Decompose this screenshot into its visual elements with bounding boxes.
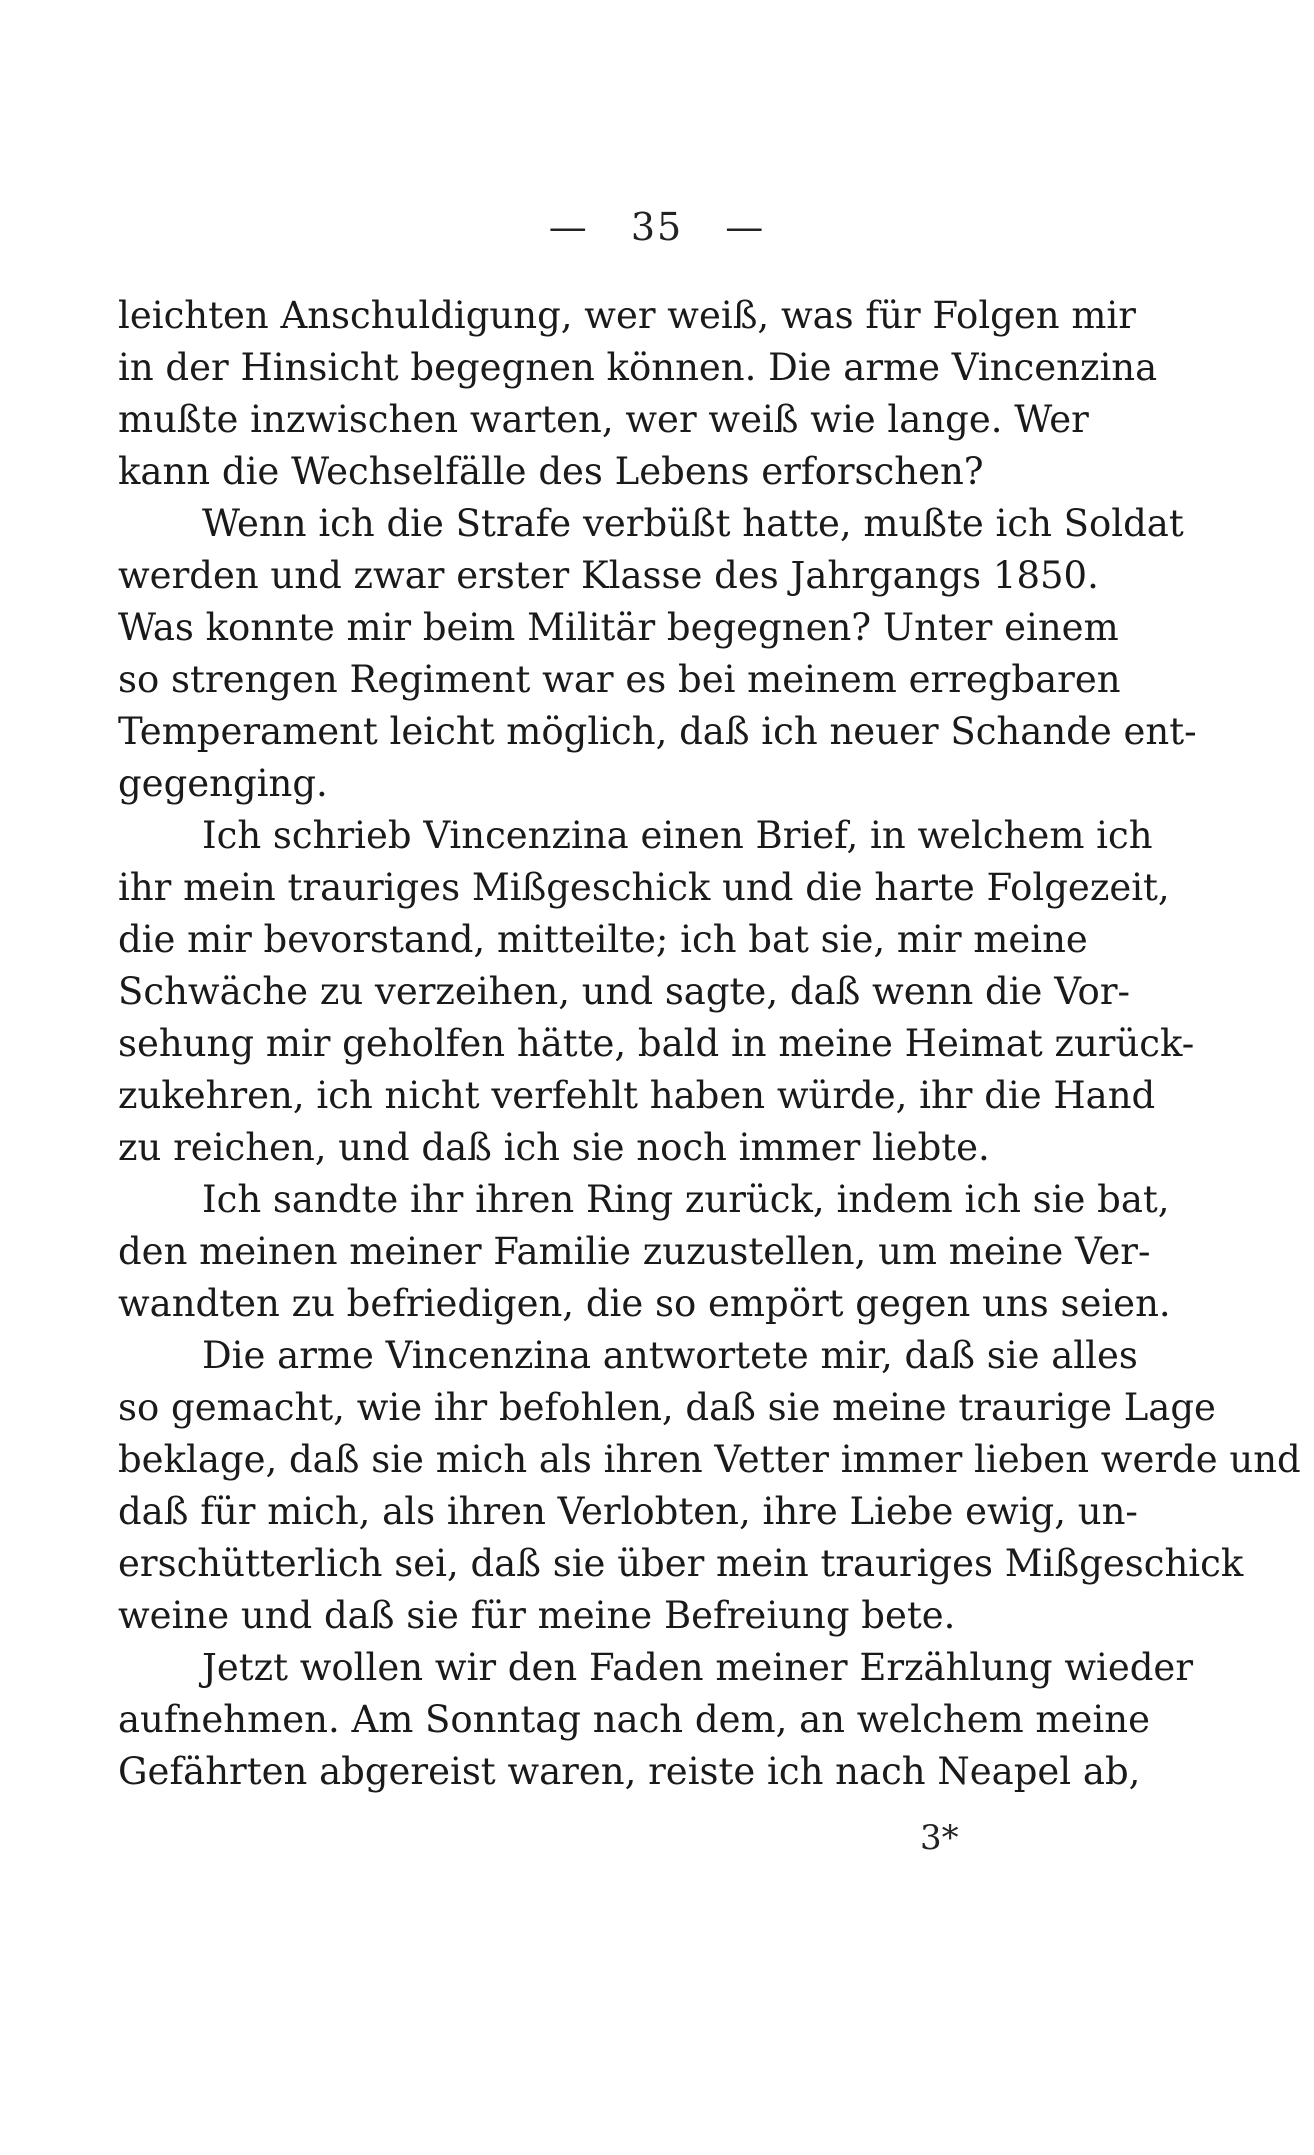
text-line: mußte inzwischen warten, wer weiß wie lange. Wer bbox=[118, 398, 1089, 441]
text-line: in der Hinsicht begegnen können. Die arme Vincenzina bbox=[118, 346, 1158, 389]
text-line: so strengen Regiment war es bei meinem erregbaren bbox=[118, 658, 1121, 701]
text-line: Die arme Vincenzina antwortete mir, daß sie alles bbox=[202, 1334, 1138, 1377]
text-line: zu reichen, und daß ich sie noch immer liebte. bbox=[118, 1126, 990, 1169]
text-line: Jetzt wollen wir den Faden meiner Erzählung wieder bbox=[202, 1646, 1194, 1689]
text-line: werden und zwar erster Klasse des Jahrgangs 1850. bbox=[118, 554, 1099, 597]
text-line: zukehren, ich nicht verfehlt haben würde, ihr die Hand bbox=[118, 1074, 1156, 1117]
page-number: 35 bbox=[630, 205, 684, 249]
text-line: daß für mich, als ihren Verlobten, ihre Liebe ewig, un- bbox=[118, 1490, 1138, 1533]
text-line: weine und daß sie für meine Befreiung bete. bbox=[118, 1594, 956, 1637]
text-line: Ich sandte ihr ihren Ring zurück, indem ich sie bat, bbox=[202, 1178, 1170, 1221]
text-line: wandten zu befriedigen, die so empört gegen uns seien. bbox=[118, 1282, 1171, 1325]
header-dash-right: — bbox=[725, 205, 766, 249]
text-line: den meinen meiner Familie zuzustellen, um meine Ver- bbox=[118, 1230, 1151, 1273]
text-line: Ich schrieb Vincenzina einen Brief, in welchem ich bbox=[202, 814, 1153, 857]
text-line: Temperament leicht möglich, daß ich neuer Schande ent- bbox=[118, 710, 1197, 753]
text-line: kann die Wechselfälle des Lebens erforschen? bbox=[118, 450, 984, 493]
text-line: ihr mein trauriges Mißgeschick und die harte Folgezeit, bbox=[118, 866, 1170, 909]
header-dash-left: — bbox=[548, 205, 589, 249]
body-text bbox=[118, 290, 1301, 1798]
text-line: so gemacht, wie ihr befohlen, daß sie meine traurige Lage bbox=[118, 1386, 1216, 1429]
page-header bbox=[0, 205, 1314, 249]
text-line: erschütterlich sei, daß sie über mein trauriges Mißgeschick bbox=[118, 1542, 1244, 1585]
signature-mark: 3* bbox=[920, 1818, 959, 1858]
text-line: die mir bevorstand, mitteilte; ich bat sie, mir meine bbox=[118, 918, 1088, 961]
text-line: Gefährten abgereist waren, reiste ich nach Neapel ab, bbox=[118, 1750, 1141, 1793]
text-line: Was konnte mir beim Militär begegnen? Unter einem bbox=[118, 606, 1119, 649]
text-line: sehung mir geholfen hätte, bald in meine Heimat zurück- bbox=[118, 1022, 1195, 1065]
text-line: Schwäche zu verzeihen, und sagte, daß wenn die Vor- bbox=[118, 970, 1131, 1013]
text-line: leichten Anschuldigung, wer weiß, was für Folgen mir bbox=[118, 294, 1136, 337]
text-line: beklage, daß sie mich als ihren Vetter immer lieben werde und bbox=[118, 1438, 1301, 1481]
text-line: gegenging. bbox=[118, 762, 328, 805]
text-line: Wenn ich die Strafe verbüßt hatte, mußte ich Soldat bbox=[202, 502, 1184, 545]
text-line: aufnehmen. Am Sonntag nach dem, an welchem meine bbox=[118, 1698, 1150, 1741]
